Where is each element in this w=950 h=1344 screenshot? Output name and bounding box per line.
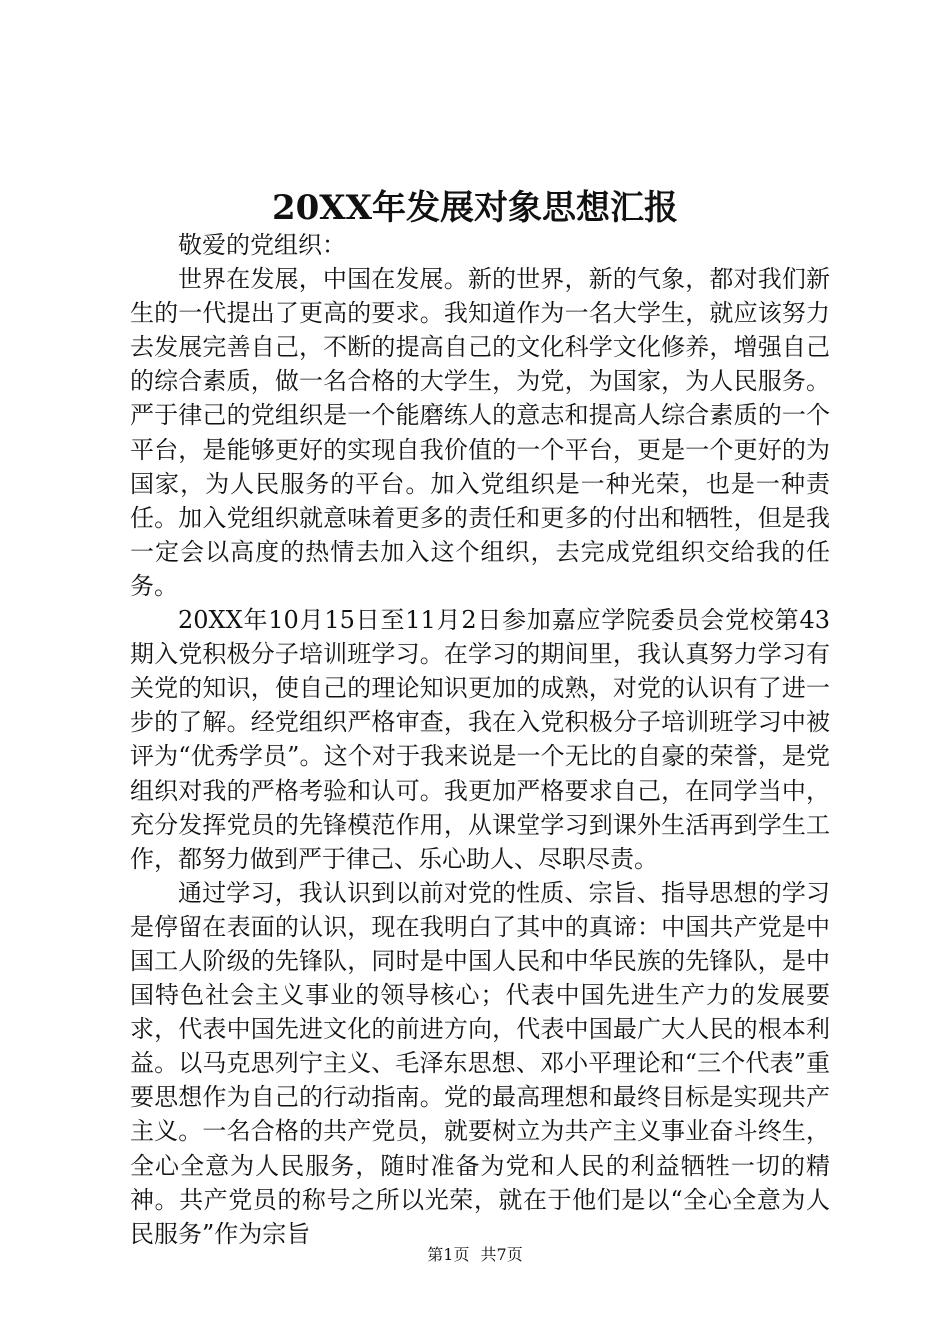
page-number-current: 第1页 [427,1245,470,1264]
paragraph-3: 通过学习，我认识到以前对党的性质、宗旨、指导思想的学习是停留在表面的认识，现在我明白了其中的真谛：中国共产党是中国工人阶级的先锋队，同时是中国人民和中华民族的先锋队，是中国特色社会主义事业的领导核心；代表中国先进生产力的发展要求，代表中国先进文化的前进方向，代表中国最广大人民的根本利益。以马克思列宁主义、毛泽东思想、邓小平理论和“三个代表”重要思想作为自己的行动指南。党的最高理想和最终目标是实现共产主义。一名合格的共产党员，就要树立为共产主义事业奋斗终生，全心全意为人民服务，随时准备为党和人民的利益牺牲一切的精神。共产党员的称号之所以光荣，就在于他们是以“全心全意为人民服务”作为宗旨 [130,878,830,1248]
page-number-total: 共7页 [480,1245,523,1264]
paragraph-1: 世界在发展，中国在发展。新的世界，新的气象，都对我们新生的一代提出了更高的要求。我知道作为一名大学生，就应该努力去发展完善自己，不断的提高自己的文化科学文化修养，增强自己的综合素质，做一名合格的大学生，为党，为国家，为人民服务。严于律己的党组织是一个能磨练人的意志和提高人综合素质的一个平台，是能够更好的实现自我价值的一个平台，更是一个更好的为国家，为人民服务的平台。加入党组织是一种光荣，也是一种责任。加入党组织就意味着更多的责任和更多的付出和牺牲，但是我一定会以高度的热情去加入这个组织，去完成党组织交给我的任务。 [130,265,830,600]
page-title: 20XX年发展对象思想汇报 [271,188,679,228]
document-body [130,228,830,1251]
paragraph-2: 20XX年10月15日至11月2日参加嘉应学院委员会党校第43期入党积极分子培训班学习。在学习的期间里，我认真努力学习有关党的知识，使自己的理论知识更加的成熟，对党的认识有了进一步的了解。经党组织严格审查，我在入党积极分子培训班学习中被评为“优秀学员”。这个对于我来说是一个无比的自豪的荣誉，是党组织对我的严格考验和认可。我更加严格要求自己，在同学当中，充分发挥党员的先锋模范作用，从课堂学习到课外生活再到学生工作，都努力做到严于律己、乐心助人、尽职尽责。 [130,606,830,873]
page-footer [0,1243,950,1267]
salutation: 敬爱的党组织： [178,231,346,259]
